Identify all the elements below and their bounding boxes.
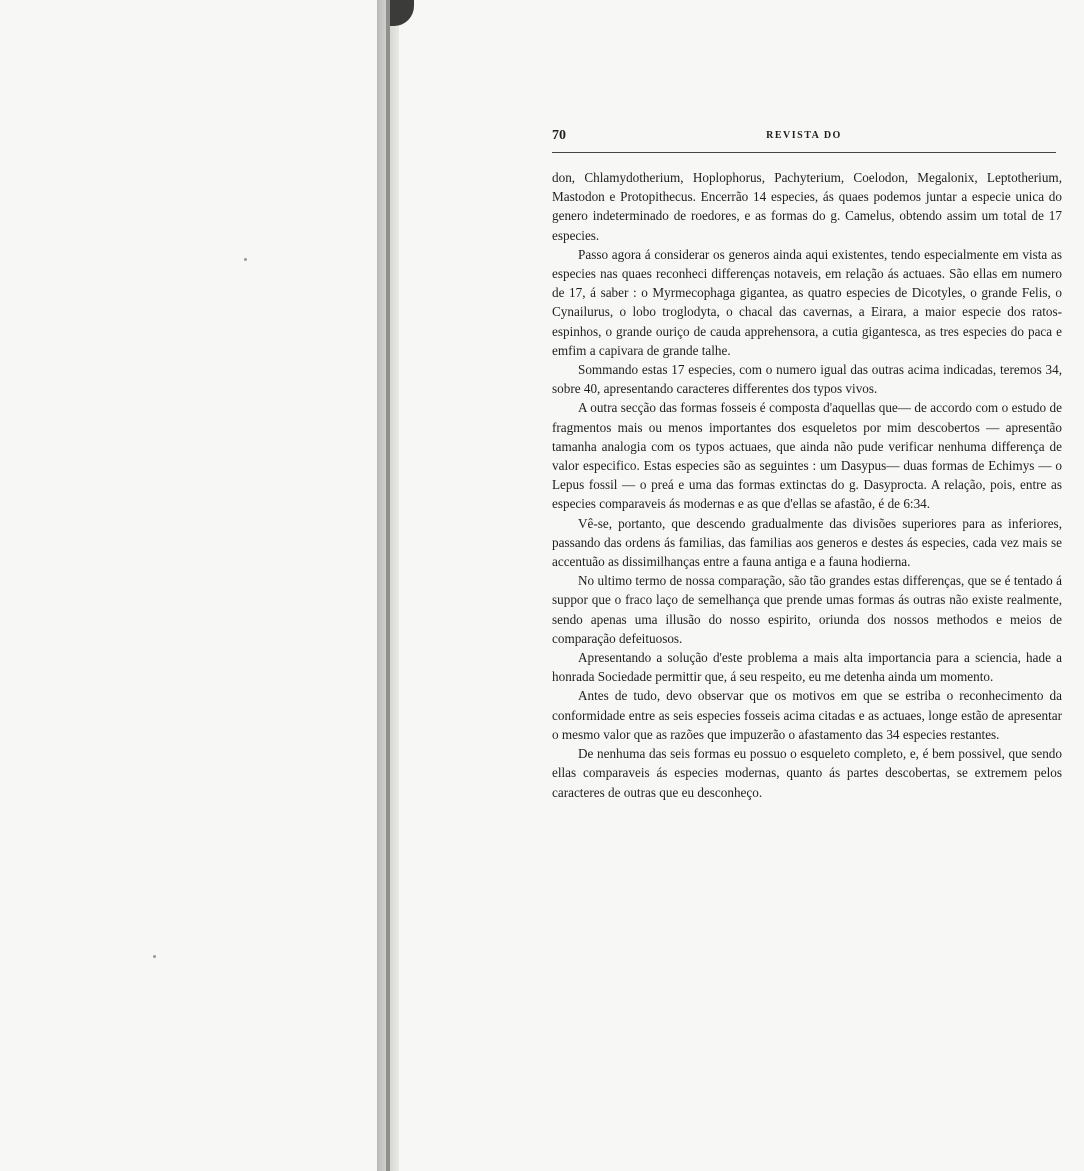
page-number: 70 (552, 128, 566, 143)
paragraph: A outra secção das formas fosseis é composta d'aquellas que— de accordo com o estudo de fragmentos mais ou menos importantes dos esqueletos por mim descobertos — apresentão tamanha analogia com os typos actuaes, que ainda não pude verificar nenhuma differença de valor especifico. Estas especies são as seguintes : um Dasypus— duas formas de Echimys — o Lepus fossil — o preá e uma das formas extinctas do g. Dasyprocta. A relação, pois, entre as especies comparaveis ás modernas e as que d'ellas se afastão, é de 6:34. (552, 400, 1062, 512)
book-spine-edge (386, 0, 390, 1171)
paragraph: Sommando estas 17 especies, com o numero igual das outras acima indicadas, teremos 34, sobre 40, apresentando caracteres differentes dos typos vivos. (552, 362, 1062, 397)
paper-speck (244, 258, 247, 261)
paragraph: Passo agora á considerar os generos ainda aqui existentes, tendo especialmente em vista as especies nas quaes reconheci differenças notaveis, em relação ás actuaes. São ellas em numero de 17, á saber : o Myrmecophaga gigantea, as quatro especies de Dicotyles, o grande Felis, o Cynailurus, o lobo troglodyta, o chacal das cavernas, a Eirara, a maior especie dos ratos-espinhos, o grande ouriço de cauda apprehensora, a cutia gigantesca, as tres especies do paca e emfim a capivara de grande talhe. (552, 246, 1062, 358)
header-rule (552, 152, 1056, 153)
paragraph: No ultimo termo de nossa comparação, são tão grandes estas differenças, que se é tentado á suppor que o fraco laço de semelhança que prende umas formas ás outras não existe realmente, sendo apenas uma illusão do nosso espirito, oriunda dos nossos methodos e meios de comparação defeituosos. (552, 573, 1062, 646)
paragraph: De nenhuma das seis formas eu possuo o esqueleto completo, e, é bem possivel, que sendo ellas comparaveis ás especies modernas, quanto ás partes descobertas, se extremem pelos caracteres de outras que eu desconheço. (552, 746, 1062, 800)
paragraph: Antes de tudo, devo observar que os motivos em que se estriba o reconhecimento da conformidade entre as seis especies fosseis acima citadas e as actuaes, longe estão de apresentar o mesmo valor que as razões que impuzerão o afastamento das 34 especies restantes. (552, 688, 1062, 742)
paper-speck (153, 955, 156, 958)
paragraph: don, Chlamydotherium, Hoplophorus, Pachyterium, Coelodon, Megalonix, Leptotherium, Mastodon e Protopithecus. Encerrão 14 especies, ás quaes podemos juntar a especie unica do genero indeterminado de roedores, e as formas do g. Camelus, obtendo assim um total de 17 especies. (552, 170, 1062, 243)
body-text (552, 168, 1062, 802)
paragraph: Apresentando a solução d'este problema a mais alta importancia para a sciencia, hade a honrada Sociedade permittir que, á seu respeito, eu me detenha ainda um momento. (552, 650, 1062, 685)
paragraph: Vê-se, portanto, que descendo gradualmente das divisões superiores para as inferiores, passando das ordens ás familias, das familias aos generos e destes ás especies, cada vez mais se accentuão as dissimilhanças entre a fauna antiga e a fauna hodierna. (552, 515, 1062, 570)
binding-dark-corner (390, 0, 414, 26)
page-header (552, 128, 1056, 148)
running-title: REVISTA DO (766, 130, 842, 141)
